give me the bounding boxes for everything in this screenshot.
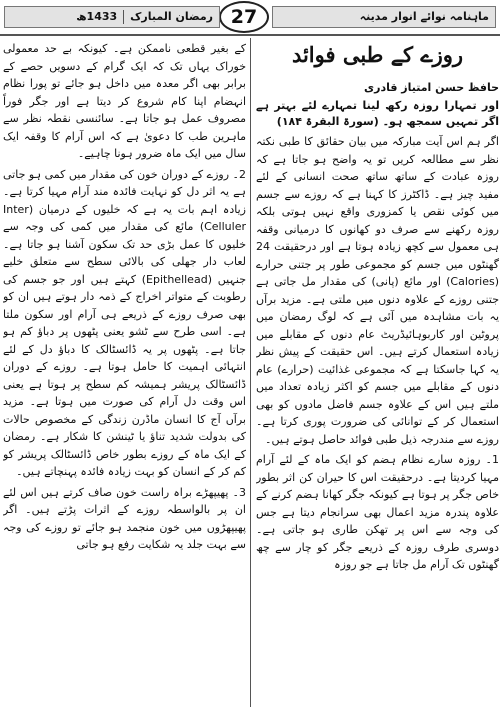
issue-year: 1433ھ: [76, 10, 118, 23]
header-rule: [0, 34, 500, 36]
issue-date-bar: [4, 6, 220, 28]
article-title: روزے کے طبی فوائد: [291, 42, 464, 67]
header-separator: [123, 10, 124, 24]
left-column: [3, 40, 246, 705]
issue-month: رمضان المبارک: [130, 10, 213, 23]
point-1-paragraph: 1۔ روزہ سارے نظام ہضم کو ایک ماہ کے لئے آرام مہیا کردیتا ہے۔ درحقیقت اس کا حیران کن اثر بطور خاص جگر پر ہوتا ہے کیونکہ جگر کھانا ہضم کرنے کے علاوہ پندرہ مزید اعمال بھی سرانجام دیتا ہے جس کی وجہ سے اس پر تھکن طاری ہو جاتی ہے۔ دوسری طرف روزہ کے ذریعے جگر کو چار سے چھ گھنٹوں تک آرام مل جاتا ہے جو روزہ: [256, 453, 499, 571]
point-3-paragraph: 3۔ پھیپھڑے براہ راست خون صاف کرتے ہیں اس لئے ان پر بالواسطہ روزے کے اثرات پڑتے ہیں۔ اگر پھیپھڑوں میں خون منجمد ہو جائے تو روزے کی وجہ سے بہت جلد یہ شکایت رفع ہو جاتی: [3, 485, 246, 551]
column-divider: [250, 38, 251, 707]
intro-paragraph: اگر ہم اس آیت مبارکہ میں بیان حقائق کا طبی نکتہ نظر سے مطالعہ کریں تو یہ واضح ہو جاتا ہے کہ روزہ عبادت کے ساتھ ساتھ صحت انسانی کے لئے مفید چیز ہے۔ ڈاکٹرز کا کہنا ہے کہ روزے سے جسم میں کوئی نقص یا کمزوری واقع نہیں ہوتی بلکہ روزہ رکھنے سے صرف دو کھانوں کا درمیانی وقفہ ہی معمول سے کچھ زیادہ ہوتا ہے اور درحقیقت 24 گھنٹوں میں جسم کو مجموعی طور پر جتنی حرارے (Calories) اور مائع (پانی) کی مقدار مل جاتی ہے جتنی روزے کے علاوہ دنوں میں ملتی ہے۔ مزید برآں یہ بات مشاہدہ میں آئی ہے کہ لوگ رمضان میں پروٹین اور کاربوہائیڈریٹ عام دنوں کے مقابلے میں زیادہ استعمال کرتے ہیں۔ اس حقیقت کے پیش نظر یہ کہا جاسکتا ہے کہ مجموعی غذائیت (حرارے) عام دنوں کے مقابلے میں جسم کو اکثر زیادہ تعداد میں ملتے ہیں اس کے علاوہ جسم فاضل مادوں کو بھی استعمال کر کے توانائی کی ضرورت پوری کرتا ہے۔ روزے سے مندرجہ ذیل طبی فوائد حاصل ہوتے ہیں۔: [256, 135, 499, 446]
point-2-paragraph: 2۔ روزے کے دوران خون کی مقدار میں کمی ہو جاتی ہے یہ اثر دل کو نہایت فائدہ مند آرام مہیا کرتا ہے۔ زیادہ اہم بات یہ ہے کہ خلیوں کے درمیان (Inter Celluler) مائع کی مقدار میں کمی کی وجہ سے خلیوں کا عمل بڑی حد تک سکون آشنا ہو جاتا ہے۔ لعاب دار جھلی کی بالائی سطح سے متعلق خلیے جنہیں (Epithellead) کہتے ہیں اور جو جسم کی رطوبت کے متواتر اخراج کے ذمہ دار ہوتے ہیں ان کو بھی صرف روزے کے ذریعے ہی آرام اور سکون ملتا ہے۔ اسی طرح سے ٹشو یعنی پٹھوں پر دباؤ کم ہو جاتا ہے۔ پٹھوں پر یہ ڈائسٹالک کا دباؤ دل کے لئے انتہائی اہمیت کا حامل ہوتا ہے۔ روزے کے دوران ڈائسٹالک پریشر ہمیشہ کم سطح پر ہوتا ہے یعنی اس وقت دل آرام کی صورت میں ہوتا ہے۔ مزید برآں آج کا انسان ماڈرن زندگی کے مخصوص حالات کی بدولت شدید تناؤ یا ٹینشن کا شکار ہے۔ رمضان کے ایک ماہ کے روزے بطور خاص ڈائسٹالک پریشر کو کم کر کے انسان کو بہت زیادہ فائدہ پہنچاتے ہیں۔: [3, 167, 246, 478]
right-column: [256, 40, 499, 705]
page-header: [0, 0, 500, 34]
magazine-name: ماہنامہ نوائے انوار مدینہ: [359, 10, 489, 23]
page-number: 27: [219, 1, 269, 33]
continued-paragraph: کے بغیر قطعی ناممکن ہے۔ کیونکہ بے حد معمولی خوراک یہاں تک کہ ایک گرام کے دسویں حصے کے برابر بھی اگر معدہ میں داخل ہو جائے تو پورا نظام انہضام اپنا کام شروع کر دیتا ہے اور جگر فوراً مصروف عمل ہو جاتا ہے۔ سائنسی نقطہ نظر سے ماہرین طب کا دعویٰ ہے کہ اس آرام کا وقفہ ایک سال میں ایک ماہ ضرور ہونا چاہیے۔: [3, 42, 246, 160]
magazine-name-bar: [272, 6, 496, 28]
quran-quote: اور تمہارا روزہ رکھ لینا تمہارے لئے بہتر ہے اگر تمہیں سمجھ ہو۔ (سورۃ البقرۃ ۱۸۴): [256, 99, 499, 128]
article-author: حافظ حسن امتیاز قادری: [364, 81, 499, 94]
